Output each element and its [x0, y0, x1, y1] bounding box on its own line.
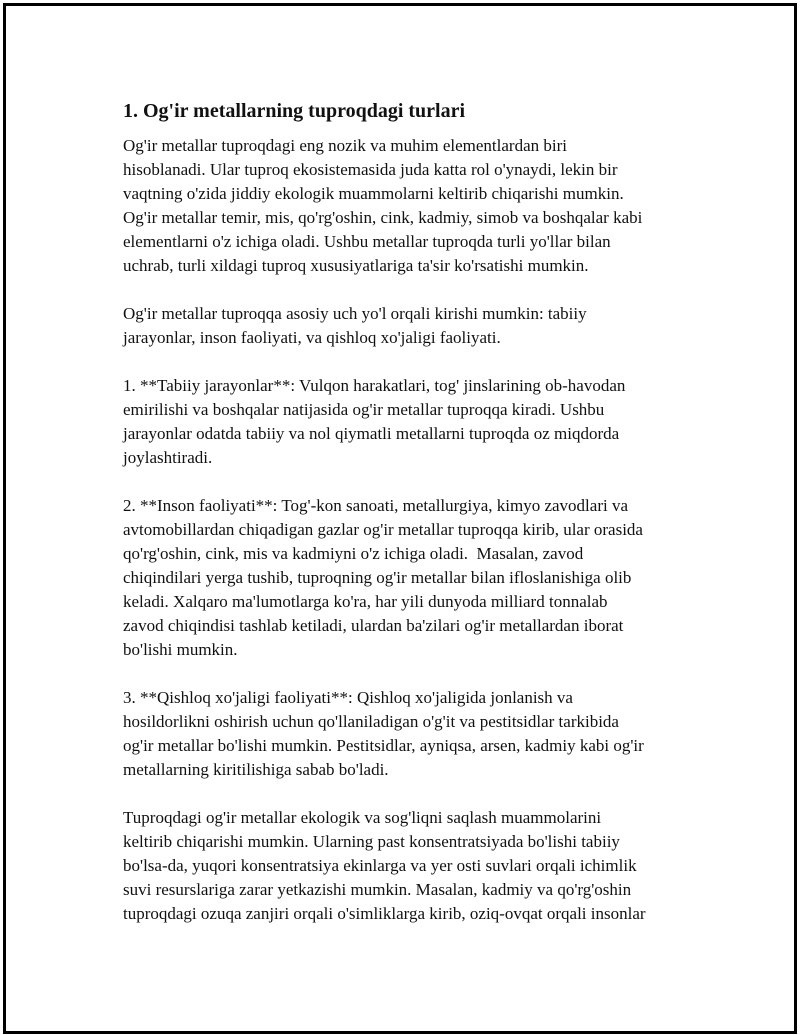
text-line: Og'ir metallar temir, mis, qo'rg'oshin, cink, kadmiy, simob va boshqalar kabi [123, 208, 643, 227]
text-line: uchrab, turli xildagi tuproq xususiyatlariga ta'sir ko'rsatishi mumkin. [123, 256, 589, 275]
text-line: Tuproqdagi og'ir metallar ekologik va sog'liqni saqlash muammolarini [123, 808, 602, 827]
page-frame [3, 3, 797, 1034]
text-line: zavod chiqindisi tashlab ketiladi, ulardan ba'zilari og'ir metallardan iborat [123, 616, 624, 635]
text-line: tuproqdagi ozuqa zanjiri orqali o'simliklarga kirib, oziq-ovqat orqali insonlar [123, 904, 646, 923]
text-line: vaqtning o'zida jiddiy ekologik muammolarni keltirib chiqarishi mumkin. [123, 184, 624, 203]
text-line: suvi resurslariga zarar yetkazishi mumkin. Masalan, kadmiy va qo'rg'oshin [123, 880, 632, 899]
text-line: keladi. Xalqaro ma'lumotlarga ko'ra, har yili dunyoda milliard tonnalab [123, 592, 608, 611]
text-line: emirilishi va boshqalar natijasida og'ir metallar tuproqqa kiradi. Ushbu [123, 400, 605, 419]
text-line: hosildorlikni oshirish uchun qo'llaniladigan o'g'it va pestitsidlar tarkibida [123, 712, 619, 731]
text-line: bo'lsa-da, yuqori konsentratsiya ekinlarga va yer osti suvlari orqali ichimlik [123, 856, 637, 875]
paragraph-agriculture [123, 686, 703, 782]
text-line: chiqindilari yerga tushib, tuproqning og'ir metallar bilan ifloslanishiga olib [123, 568, 632, 587]
document-body [123, 98, 703, 950]
text-line: hisoblanadi. Ular tuproq ekosistemasida juda katta rol o'ynaydi, lekin bir [123, 160, 618, 179]
paragraph-entry-paths [123, 302, 703, 350]
paragraph-consequences [123, 806, 703, 926]
text-line: elementlarni o'z ichiga oladi. Ushbu metallar tuproqda turli yo'llar bilan [123, 232, 611, 251]
text-line: metallarning kiritilishiga sabab bo'ladi. [123, 760, 389, 779]
text-line: qo'rg'oshin, cink, mis va kadmiyni o'z ichiga oladi. Masalan, zavod [123, 544, 584, 563]
text-line: jarayonlar odatda tabiiy va nol qiymatli metallarni tuproqda oz miqdorda [123, 424, 620, 443]
text-line: Og'ir metallar tuproqqa asosiy uch yo'l orqali kirishi mumkin: tabiiy [123, 304, 587, 323]
text-line: 3. **Qishloq xo'jaligi faoliyati**: Qishloq xo'jaligida jonlanish va [123, 688, 573, 707]
text-line: jarayonlar, inson faoliyati, va qishloq xo'jaligi faoliyati. [123, 328, 501, 347]
paragraph-intro [123, 134, 703, 278]
text-line: keltirib chiqarishi mumkin. Ularning past konsentratsiyada bo'lishi tabiiy [123, 832, 620, 851]
text-line: 1. **Tabiiy jarayonlar**: Vulqon harakatlari, tog' jinslarining ob-havodan [123, 376, 626, 395]
paragraph-human-activity [123, 494, 703, 662]
text-line: Og'ir metallar tuproqdagi eng nozik va muhim elementlardan biri [123, 136, 567, 155]
text-line: 2. **Inson faoliyati**: Tog'-kon sanoati, metallurgiya, kimyo zavodlari va [123, 496, 629, 515]
text-line: bo'lishi mumkin. [123, 640, 238, 659]
text-line: avtomobillardan chiqadigan gazlar og'ir metallar tuproqqa kirib, ular orasida [123, 520, 643, 539]
section-heading: 1. Og'ir metallarning tuproqdagi turlari [123, 100, 466, 122]
text-line: og'ir metallar bo'lishi mumkin. Pestitsidlar, ayniqsa, arsen, kadmiy kabi og'ir [123, 736, 644, 755]
paragraph-natural-processes [123, 374, 703, 470]
text-line: joylashtiradi. [123, 448, 213, 467]
